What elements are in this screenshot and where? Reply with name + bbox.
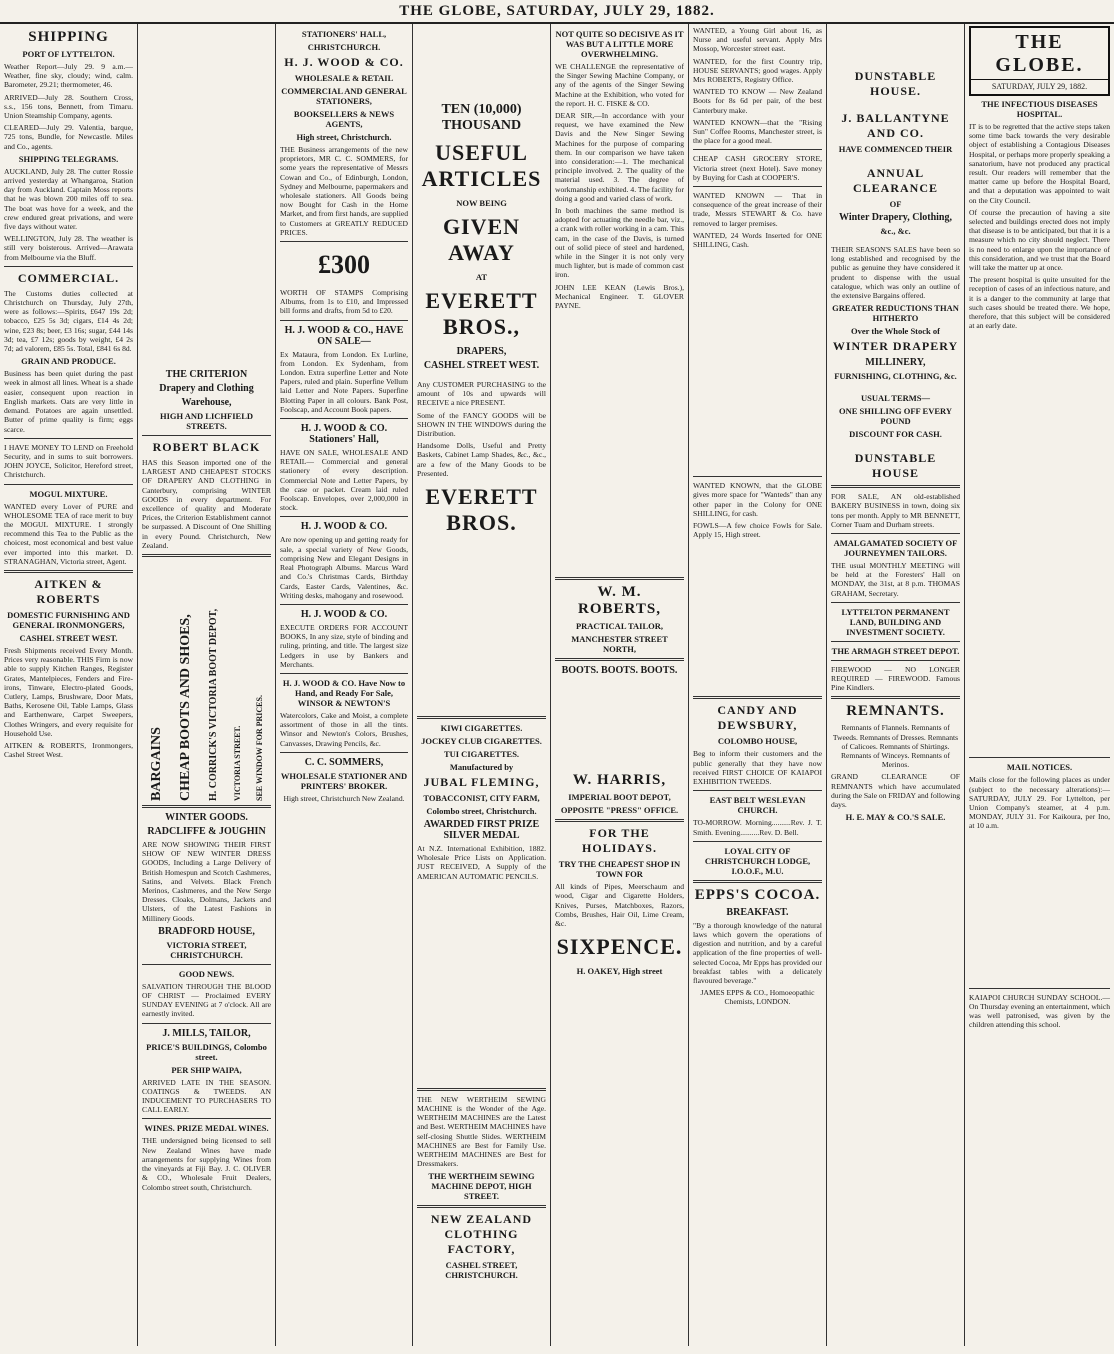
- greater-reductions: GREATER REDUCTIONS THAN HITHERTO: [832, 303, 959, 324]
- remnants: REMNANTS.: [846, 703, 945, 720]
- sixpence: SIXPENCE.: [556, 934, 683, 960]
- stat-heading: H. J. WOOD & CO. Stationers' Hall,: [300, 423, 388, 446]
- bakery: FOR SALE, AN old-established BAKERY BUSINESS in town, doing six tons per month. Apply to MR BENNETT, Corner Tuam and Durham streets.: [831, 492, 960, 529]
- everett-bros: EVERETT BROS.,: [425, 288, 538, 339]
- fisken-text: WE CHALLENGE the representative of the Singer Sewing Machine Company, or any of the agents of the Singer Sewing Machine at the Exhibition, who voted for the report. H. C. FISKE & CO.: [555, 62, 684, 108]
- wanted-4: WANTED KNOWN—that the "Rising Sun" Coffee Rooms, Manchester street, is the place for a good meal.: [693, 117, 822, 146]
- column-everett: [413, 24, 550, 1346]
- masthead: [0, 0, 1114, 24]
- cleared: CLEARED—July 29. Valentia, barque, 725 tons, Bundle, for Newcastle. Miles and Co., agents.: [4, 123, 133, 151]
- black-heading: ROBERT BLACK: [152, 440, 261, 454]
- tobacconist: TOBACCONIST, CITY FARM,: [423, 793, 540, 804]
- awarded: AWARDED FIRST PRIZE SILVER MEDAL: [423, 819, 540, 842]
- breakfast: BREAKFAST.: [726, 906, 789, 918]
- firm-sub: WHOLESALE & RETAIL: [294, 73, 394, 83]
- ten-thousand: TEN (10,000) THOUSAND: [441, 102, 522, 133]
- try-cheapest: TRY THE CHEAPEST SHOP IN TOWN FOR: [558, 859, 681, 880]
- harris-sub: IMPERIAL BOOT DEPOT,: [568, 792, 671, 803]
- fisken-heading: NOT QUITE SO DECISIVE AS IT WAS BUT A LITTLE MORE OVERWHELMING.: [555, 29, 684, 59]
- wines-heading: WINES. PRIZE MEDAL WINES.: [144, 1123, 269, 1134]
- bargains: BARGAINS: [148, 727, 164, 802]
- stamps-price: £300: [318, 250, 370, 280]
- mogul-ad: WANTED every Lover of PURE and WHOLESOME TEA of race merit to buy the MOGUL MIXTURE. I strongly recommend this Tea to the Public as the choicest, most economical and best value ever imported into this market. D. STRANAGHAN, Victoria street, Agent.: [4, 501, 133, 566]
- candy-text: Beg to inform their customers and the public generally that they have now received FIRST CHOICE OF KAIAPOI EXHIBITION TWEEDS.: [693, 749, 822, 787]
- discount: DISCOUNT FOR CASH.: [849, 429, 942, 440]
- wanted-6: WANTED, 24 Words Inserted for ONE SHILLING, Cash.: [693, 230, 822, 250]
- fleming: JUBAL FLEMING,: [423, 775, 540, 790]
- column-dunstable: [827, 24, 964, 1346]
- telegrams-heading: SHIPPING TELEGRAMS.: [18, 153, 119, 164]
- grocery: CHEAP CASH GROCERY STORE, Victoria street (next Hotel). Save money by Buying for Cash at COOPER'S.: [693, 154, 822, 182]
- kaiapoi: KAIAPOI CHURCH SUNDAY SCHOOL.—On Thursday evening an entertainment, which was well patronised, was given by the children attending this school.: [969, 992, 1110, 1030]
- wines: THE undersigned being licensed to sell New Zealand Wines have made arrangements for supplying Wines from the vineyards at Fiji Bay. J. C. OLIVER & CO., Wholesale Fruit Dealers, Colombo street south, Christchurch.: [142, 1136, 271, 1192]
- commenced: HAVE COMMENCED THEIR: [838, 144, 953, 154]
- any-customer: Any CUSTOMER PURCHASING to the amount of 10s and upwards will RECEIVE a nice PRESENT.: [417, 380, 546, 408]
- boots-heading: BOOTS. BOOTS. BOOTS.: [561, 665, 678, 677]
- good-news: GOOD NEWS.: [178, 968, 235, 979]
- whole-stock: Over the Whole Stock of: [851, 326, 940, 337]
- sommers-sub: WHOLESALE STATIONER AND PRINTERS' BROKER.: [280, 770, 408, 791]
- editorial-body-1: IT is to be regretted that the active steps taken some time back towards the very desirable object of establishing a Contagious Diseases Hospital, or perhaps more properly speaking a sanatorium, have not produced any practical result. Our readers will remember that the matter came up before the Hospital Board, and that a deputation was appointed to wait on the City Council.: [969, 122, 1110, 205]
- season-text: THEIR SEASON'S SALES have been so long established and recognised by the public as genuine they have considered it prudent to dispense with the usual catalogue, which was only an outline of the extensive Bargains offered.: [831, 245, 960, 301]
- dunstable-heading-2: DUNSTABLE HOUSE: [854, 451, 937, 481]
- winter-drapery-2: WINTER DRAPERY: [832, 339, 959, 354]
- criterion-heading: THE CRITERION: [165, 369, 248, 380]
- nz-factory: NEW ZEALAND CLOTHING FACTORY,: [430, 1212, 533, 1257]
- winter-heading: WINTER GOODS.: [165, 812, 248, 824]
- manufactured: Manufactured by: [449, 762, 514, 773]
- city: CHRISTCHURCH.: [307, 42, 381, 52]
- roberts-address: MANCHESTER STREET NORTH,: [571, 634, 668, 655]
- everett-bros-2: EVERETT BROS.: [425, 484, 538, 536]
- wertheim-foot: THE WERTHEIM SEWING MACHINE DEPOT, HIGH STREET.: [428, 1171, 535, 1202]
- bradford-address: VICTORIA STREET, CHRISTCHURCH.: [166, 939, 247, 960]
- kiwi: KIWI CIGARETTES.: [440, 723, 523, 734]
- wesleyan: EAST BELT WESLEYAN CHURCH.: [709, 795, 806, 816]
- aitken-address: CASHEL STREET WEST.: [19, 632, 118, 643]
- column-shipping: [0, 24, 137, 1346]
- harris-address: OPPOSITE "PRESS" OFFICE.: [560, 805, 679, 816]
- lodge: LOYAL CITY OF CHRISTCHURCH LODGE, I.O.O.F., M.U.: [704, 845, 811, 876]
- epps: EPPS'S COCOA.: [694, 886, 821, 903]
- tui: TUI CIGARETTES.: [443, 749, 520, 760]
- boot-depot: H. CORRICK'S VICTORIA BOOT DEPOT,: [207, 608, 219, 802]
- aitken-text: Fresh Shipments received Every Month. Prices very reasonable. THIS Firm is now able to supply Kitchen Ranges, Register Grates, Mantelpieces, Fenders and Fire-irons, Tinware, Electro-plated Goods, Cutlery, Lamps, Brushware, Door Mats, Baths, Kerosene Oil, Table Lamps, Glass and Earthenware, Carpet Sweepers, Clothes Wringers, and every requisite for Household Use.: [4, 645, 133, 738]
- editorial-heading: THE INFECTIOUS DISEASES HOSPITAL.: [981, 99, 1098, 119]
- jockey: JOCKEY CLUB CIGARETTES.: [421, 736, 542, 747]
- arrived: ARRIVED—July 28. Southern Cross, s.s., 156 tons, Bennett, from Timaru. Union Steamship Company, agents.: [4, 92, 133, 121]
- mills-address: PRICE'S BUILDINGS, Colombo street.: [146, 1041, 267, 1062]
- bradford: BRADFORD HOUSE,: [158, 925, 255, 937]
- shipping-heading: SHIPPING: [28, 29, 109, 45]
- candy-sub: COLOMBO HOUSE,: [717, 736, 798, 747]
- editorial-body-3: The present hospital is quite unsuited for the reception of cases of an infectious nature, and it is a danger to the community at large that such cases should be treated there. We hope, therefore, that this subject will be considered at an early date.: [969, 275, 1110, 331]
- cheap-boots: CHEAP BOOTS AND SHOES,: [178, 614, 194, 802]
- furnishing: FURNISHING, CLOTHING, &c.: [834, 371, 957, 382]
- salvation: SALVATION THROUGH THE BLOOD OF CHRIST — Proclaimed EVERY SUNDAY EVENING at 7 o'clock. All are earnestly invited.: [142, 981, 271, 1019]
- grain: Business has been quiet during the past week in almost all lines. Wheat is a shade easier, consequent upon reaction in English markets. Oats are very little in demand. Potatoes are again unsettled. Butter of prime quality is firm; eggs scarce.: [4, 369, 133, 434]
- mail-notices-text: Mails close for the following places as under (subject to the necessary alterations):— SATURDAY, JULY 29. For Lyttelton, per Union Company's steamer, at 4 p.m. MONDAY, JULY 31. For Kaikoura, per Ino, at 10 a.m.: [969, 775, 1110, 831]
- signatories: JOHN LEE KEAN (Lewis Bros.), Mechanical Engineer. T. GLOVER PAYNE.: [555, 282, 684, 311]
- holidays: FOR THE HOLIDAYS.: [582, 826, 657, 856]
- wesleyan-text: TO-MORROW. Morning..........Rev. J. T. Smith. Evening..........Rev. D. Bell.: [693, 818, 822, 837]
- globe-title: THE GLOBE.: [995, 31, 1084, 76]
- ballantyne: J. BALLANTYNE AND CO.: [841, 111, 950, 140]
- fowls: FOWLS—A few choice Fowls for Sale. Apply 15, High street.: [693, 521, 822, 540]
- now-being: NOW BEING: [456, 198, 507, 208]
- of: OF: [889, 199, 902, 209]
- dolls: Handsome Dolls, Useful and Pretty Baskets, Cabinet Lamp Shades, &c., &c., are a few of the Many Goods to be Presented.: [417, 441, 546, 478]
- winsor-text: Watercolors, Cake and Moist, a complete assortment of those in all the tints. Winsor and Newton's Colors, Brushes, Canvasses, Drawing Pencils, &c.: [280, 710, 408, 748]
- remnants-list: Remnants of Flannels. Remnants of Tweeds. Remnants of Dresses. Remnants of Calicoes. Remnants of Shirtings. Remnants of Winceys. Remnants of Merinos.: [832, 723, 959, 770]
- wertheim: THE NEW WERTHEIM SEWING MACHINE is the Wonder of the Age. WERTHEIM MACHINES are the Latest and Best. WERTHEIM MACHINES have self-closing Shuttle Slides. WERTHEIM MACHINES are Best for Family Use. WERTHEIM MACHINES are Best for Dressmakers.: [417, 1094, 546, 1169]
- lyttelton-society: LYTTELTON PERMANENT LAND, BUILDING AND INVESTMENT SOCIETY.: [841, 606, 950, 637]
- criterion-sub: Drapery and Clothing: [159, 383, 254, 394]
- radcliffe-text: ARE NOW SHOWING THEIR FIRST SHOW OF NEW WINTER DRESS GOODS, Including a Large Delivery of British Homespun and Scotch Cashmeres, Satins, and Velvets. Black French Merinos, Cashmeres, and the New Serge Dresses. Cloaks, Dolmans, Jackets and Ulsters, of the Latest Fashions in Millinery Goods.: [142, 840, 271, 923]
- try-text: All kinds of Pipes, Meerschaum and wood, Cigar and Cigarette Holders, Knives, Purses, Matchboxes, Razors, Combs, Brushes, Hair Oil, Lime Cream, &c.: [555, 882, 684, 929]
- school-heading: H. J. WOOD & CO.: [300, 521, 388, 533]
- wanted-1: WANTED, a Young Girl about 16, as Nurse and useful servant. Apply Mrs Mossop, Worcester street east.: [693, 26, 822, 54]
- sommers-foot: High street, Christchurch New Zealand.: [283, 793, 405, 803]
- fancy-goods: Some of the FANCY GOODS will be SHOWN IN THE WINDOWS during the Distribution.: [417, 410, 546, 439]
- epps-text: "By a thorough knowledge of the natural laws which govern the operations of digestion and nutrition, and by a careful application of the fine properties of well-selected Cocoa, Mr Epps has provided our breakfast tables with a delicately flavoured beverage.": [693, 920, 822, 985]
- wellington: WELLINGTON, July 28. The weather is still very boisterous. Arrived—Arawata from Melbourne via the Bluff.: [4, 234, 133, 262]
- black-text: HAS this Season imported one of the LARGEST AND CHEAPEST STOCKS OF DRAPERY AND CLOTHING in Canterbury, comprising WINTER GOODS in every department. For excellence of quality and Moderate Prices, the Criterion Establishment cannot be surpassed. A Discount of One Shilling in every Pound. Christchurch, New Zealand.: [142, 458, 271, 550]
- grand-clearance: GRAND CLEARANCE OF REMNANTS which have accumulated during the Sale on FRIDAY and following days.: [831, 772, 960, 810]
- firm-sub2: COMMERCIAL AND GENERAL STATIONERS,: [281, 86, 407, 106]
- joyce-ad: I HAVE MONEY TO LEND on Freehold Security, and in sums to suit borrowers. JOHN JOYCE, Solicitor, Hereford street, Christchurch.: [4, 442, 133, 480]
- editorial-body-2: Of course the precaution of having a site selected and buildings erected does not imply that disease is to be anticipated, but that it is a measure which no city should neglect. There is no need to enlarge upon the importance of this consideration, and we trust that the Board will take the matter up at once.: [969, 207, 1110, 273]
- firm-text: THE Business arrangements of the new proprietors, MR C. C. SOMMERS, for some years the representative of Messrs Cowan and Co., of Edinburgh, London, Sydney and Melbourne, papermakers and wholesale stationers. All Goods being now Bought for Cash in the Home Market, and from first hands, are supplied to Customers at GREATLY REDUCED PRICES.: [280, 145, 408, 237]
- firm-address: High street, Christchurch.: [296, 132, 392, 142]
- candy: CANDY AND DEWSBURY,: [717, 703, 798, 733]
- firm: H. J. WOOD & CO.: [284, 55, 404, 69]
- boot-depot-ad: [142, 561, 271, 801]
- harris: W. HARRIS,: [572, 772, 667, 789]
- amalgamated-text: THE usual MONTHLY MEETING will be held at the Foresters' Hall on MONDAY, the 31st, at 8 p.m. THOMAS GRAHAM, Secretary.: [831, 561, 960, 598]
- one-shilling: ONE SHILLING OFF EVERY POUND: [839, 406, 952, 427]
- grain-heading: GRAIN AND PRODUCE.: [21, 356, 116, 367]
- victoria-street: VICTORIA STREET.: [232, 725, 242, 802]
- cashel-west: CASHEL STREET WEST.: [423, 360, 540, 371]
- aitken-sub: DOMESTIC FURNISHING AND GENERAL IRONMONGERS,: [7, 609, 130, 630]
- school-text: Are now opening up and getting ready for sale, a special variety of New Goods, comprising New and Elegant Designs in Real Photograph Albums. Marcus Ward and Co.'s Christmas Cards, Birthday Cards, Easter Cards, Valentines, &c. Writing desks, mahogany and rosewood.: [280, 535, 408, 600]
- sale-text: Ex Mataura, from London. Ex Lurline, from London. Ex Sydenham, from London. Extra superfine Letter and Note Papers, ruled and plain. Superfine Vellum laid Letter and Note Papers. Superfine Blotting Paper in all colours. Bank Post, Foolscap, and Account Book papers.: [280, 349, 408, 414]
- column-editorial: [965, 24, 1114, 1346]
- tobacconist-address: Colombo street, Christchurch.: [426, 806, 537, 817]
- mail-notices: MAIL NOTICES.: [1006, 762, 1073, 773]
- machine-text: In both machines the same method is adopted for actuating the needle bar, viz., a crank with roller working in a cam. This cam, in the case of the Davis, is turned out of solid piece of steel and hardened, while in the Singer it is not only very much lighter, but is made of common cast iron.: [555, 206, 684, 280]
- globe-date: SATURDAY, JULY 29, 1882.: [971, 79, 1108, 91]
- mogul-heading: MOGUL MIXTURE.: [29, 488, 108, 499]
- aitken-heading: AITKEN & ROBERTS: [34, 576, 103, 606]
- globe-nameplate: [969, 26, 1110, 96]
- customs: The Customs duties collected at Christchurch on Thursday, July 27th, were as follows:—Spirits, £647 19s 2d; tobacco, £25 5s 3d; cigars, £14 4s 2d; wine, £23 8s; beer, £3 16s; sugar, £44 14s 3d; tea, £7 12s; goods by weight, £4 2s 7d; ad valorem, £85 5s. Total, £841 6s 8d.: [4, 288, 133, 354]
- wanted-3: WANTED TO KNOW — New Zealand Boots for 8s 6d per pair, of the best Canterbury make.: [693, 87, 822, 115]
- winsor-heading: H. J. WOOD & CO. Have Now to Hand, and Ready For Sale, WINSOR & NEWTON'S: [282, 677, 406, 708]
- telegrams: AUCKLAND, July 28. The cutter Rossie arrived yesterday at Whangaroa, Station day from Auckland. Captain Moss reports that he was blown 200 miles off to sea. The boat was hove for a week, and the crew endured great privations, and were five days without water.: [4, 166, 133, 232]
- usual-terms: USUAL TERMS—: [860, 393, 931, 404]
- roberts: W. M. ROBERTS,: [578, 584, 661, 618]
- stamps-text: WORTH OF STAMPS Comprising Albums, from 1s to £10, and Impressed bill forms and drafts, from 5d to £20.: [280, 288, 408, 316]
- winter-drapery: Winter Drapery, Clothing,: [839, 212, 952, 223]
- column-criterion: [138, 24, 275, 1346]
- aitken-foot: AITKEN & ROBERTS, Ironmongers, Cashel Street West.: [4, 740, 133, 760]
- weather-report: Weather Report—July 29. 9 a.m.—Weather, fine sky, cloudy; wind, calm. Barometer, 29.21; thermometer, 46.: [4, 62, 133, 90]
- column-wanted: [689, 24, 826, 1346]
- millinery: MILLINERY,: [865, 357, 926, 369]
- awarded-text: At N.Z. International Exhibition, 1882. Wholesale Price Lists on Application. JUST RECEIVED, A Supply of the AMERICAN AUTOMATIC PENCILS.: [417, 844, 546, 881]
- amalgamated: AMALGAMATED SOCIETY OF JOURNEYMEN TAILORS.: [833, 538, 958, 559]
- etc: &c., &c.: [880, 226, 911, 236]
- firewood: FIREWOOD — NO LONGER REQUIRED — FIREWOOD. Famous Pine Kindlers.: [831, 664, 960, 693]
- annual-clearance: ANNUAL CLEARANCE: [852, 166, 938, 195]
- waipa-text: ARRIVED LATE IN THE SEASON. COATINGS & TWEEDS. AN INDUCEMENT TO PURCHASERS TO CALL EARLY.: [142, 1077, 271, 1115]
- column-sewing: [551, 24, 688, 1346]
- waipa: PER SHIP WAIPA,: [171, 1064, 242, 1075]
- drapers: DRAPERS,: [456, 346, 507, 357]
- given-away: GIVEN AWAY: [442, 214, 521, 265]
- account-heading: H. J. WOOD & CO.: [300, 608, 388, 620]
- masthead-title: THE GLOBE, SATURDAY, JULY 29, 1882.: [399, 2, 715, 19]
- oakey: H. OAKEY, High street: [576, 966, 663, 977]
- armagh: THE ARMAGH STREET DEPOT.: [831, 645, 960, 656]
- at: AT: [475, 272, 488, 282]
- may-sale: H. E. MAY & CO.'S SALE.: [845, 812, 946, 823]
- wanted-2: WANTED, for the first Country trip, HOUSE SERVANTS; good wages. Apply Mrs ROBERTS, Registry Office.: [693, 56, 822, 85]
- account-text: EXECUTE ORDERS FOR ACCOUNT BOOKS, In any size, style of binding and ruling, printing, and title. The largest size Ledgers in use by Bankers and Merchants.: [280, 622, 408, 669]
- globe-space: WANTED KNOWN, that the GLOBE gives more space for "Wanteds" than any other paper in the Colony for ONE SHILLING, for cash.: [693, 481, 822, 518]
- window-prices: SEE WINDOW FOR PRICES.: [255, 695, 265, 802]
- hall: STATIONERS' HALL,: [301, 29, 387, 39]
- dunstable-heading: DUNSTABLE HOUSE.: [854, 69, 937, 98]
- firm-sub3: BOOKSELLERS & NEWS AGENTS,: [293, 109, 395, 129]
- davis-letter: DEAR SIR,—In accordance with your request, we have examined the New Davis and the New Singer Sewing Machines for the purpose of comparing them. In our comparison we have taken into consideration:—1. The mechanical principle involved. 2. The quality of the material used. 3. The degree of workmanship exhibited. 4. The facility for doing a good and varied class of work.: [555, 111, 684, 203]
- sommers: C. C. SOMMERS,: [304, 756, 384, 768]
- stat-text: HAVE ON SALE, WHOLESALE AND RETAIL— Commercial and general stationery of every description. Commercial Note and Letter Papers, by the case or packet. Cream laid ruled Foolscap. Envelopes, over 2,000,000 in stock.: [280, 448, 408, 513]
- roberts-sub: PRACTICAL TAILOR,: [575, 621, 664, 632]
- port-heading: PORT OF LYTTELTON.: [22, 49, 115, 59]
- criterion-sub2: Warehouse,: [181, 397, 232, 408]
- commercial-heading: COMMERCIAL.: [17, 270, 120, 285]
- useful-articles: USEFUL ARTICLES: [421, 140, 542, 191]
- sale-heading: H. J. WOOD & CO., HAVE ON SALE—: [284, 324, 404, 347]
- nz-factory-address: CASHEL STREET, CHRISTCHURCH.: [445, 1260, 518, 1281]
- mills: J. MILLS, TAILOR,: [162, 1027, 251, 1039]
- radcliffe: RADCLIFFE & JOUGHIN: [147, 826, 266, 838]
- column-wood: [276, 24, 412, 1346]
- wanted-5: WANTED KNOWN — That in consequence of the great increase of their trade, Messrs STEWART & Co. have removed to larger premises.: [693, 191, 822, 228]
- epps-foot: JAMES EPPS & CO., Homoeopathic Chemists, LONDON.: [700, 988, 815, 1007]
- criterion-address: HIGH AND LICHFIELD STREETS.: [159, 411, 254, 431]
